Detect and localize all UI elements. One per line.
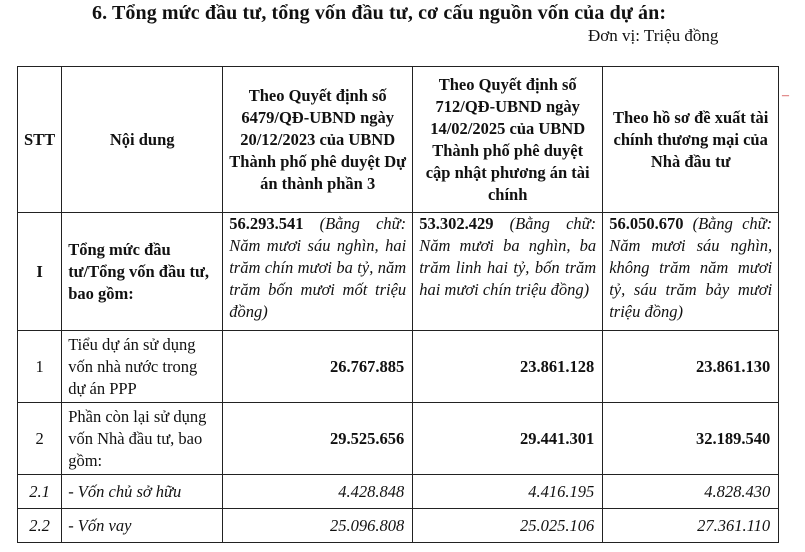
table-row-total xyxy=(18,213,779,331)
stt-cell: 2.2 xyxy=(18,509,62,543)
value-cell: 29.441.301 xyxy=(413,403,603,475)
total-number: 53.302.429 xyxy=(419,214,494,233)
header-col3: Theo hồ sơ đề xuất tài chính thương mại của Nhà đầu tư xyxy=(603,67,779,213)
stt-cell: 2 xyxy=(18,403,62,475)
content-cell: Tiểu dự án sử dụng vốn nhà nước trong dự án PPP xyxy=(62,331,223,403)
value-cell: 4.416.195 xyxy=(413,475,603,509)
value-cell: 25.025.106 xyxy=(413,509,603,543)
table-row xyxy=(18,403,779,475)
stt-cell: I xyxy=(18,213,62,331)
content-cell: - Vốn vay xyxy=(62,509,223,543)
total-in-words: (Bằng chữ: Năm mươi sáu nghìn, hai trăm chín mươi ba tỷ, năm trăm bốn mươi mốt triệu đồng) xyxy=(229,214,407,321)
unit-label: Đơn vị: Triệu đồng xyxy=(588,26,719,45)
total-in-words: (Bằng chữ: Năm mươi sáu nghìn, không trăm năm mươi tỷ, sáu trăm bảy mươi triệu đồng) xyxy=(609,214,773,321)
total-number: 56.050.670 xyxy=(609,214,684,233)
header-col2: Theo Quyết định số 712/QĐ-UBND ngày 14/02/2025 của UBND Thành phố phê duyệt cập nhật phương án tài chính xyxy=(413,67,603,213)
stt-cell: 1 xyxy=(18,331,62,403)
value-cell: 29.525.656 xyxy=(223,403,413,475)
value-cell: 23.861.128 xyxy=(413,331,603,403)
total-in-words: (Bằng chữ: Năm mươi ba nghìn, ba trăm linh hai tỷ, bốn trăm hai mươi chín triệu đồng) xyxy=(419,214,597,299)
pen-mark: – xyxy=(782,88,789,103)
header-content: Nội dung xyxy=(62,67,223,213)
investment-table xyxy=(17,66,779,543)
table-row xyxy=(18,509,779,543)
value-cell: 26.767.885 xyxy=(223,331,413,403)
value-cell: 25.096.808 xyxy=(223,509,413,543)
header-stt: STT xyxy=(18,67,62,213)
value-cell: 4.828.430 xyxy=(603,475,779,509)
header-col1: Theo Quyết định số 6479/QĐ-UBND ngày 20/12/2023 của UBND Thành phố phê duyệt Dự án thành phần 3 xyxy=(223,67,413,213)
content-cell: Phần còn lại sử dụng vốn Nhà đầu tư, bao gồm: xyxy=(62,403,223,475)
total-col1-cell xyxy=(223,213,413,331)
value-cell: 32.189.540 xyxy=(603,403,779,475)
header-row xyxy=(18,67,779,213)
total-number: 56.293.541 xyxy=(229,214,304,233)
table-row xyxy=(18,475,779,509)
table-row xyxy=(18,331,779,403)
value-cell: 23.861.130 xyxy=(603,331,779,403)
value-cell: 27.361.110 xyxy=(603,509,779,543)
content-cell: - Vốn chủ sở hữu xyxy=(62,475,223,509)
content-cell: Tổng mức đầu tư/Tổng vốn đầu tư, bao gồm: xyxy=(62,213,223,331)
total-col3-cell xyxy=(603,213,779,331)
section-heading: 6. Tổng mức đầu tư, tổng vốn đầu tư, cơ cấu nguồn vốn của dự án: xyxy=(92,2,667,24)
total-col2-cell xyxy=(413,213,603,331)
value-cell: 4.428.848 xyxy=(223,475,413,509)
stt-cell: 2.1 xyxy=(18,475,62,509)
